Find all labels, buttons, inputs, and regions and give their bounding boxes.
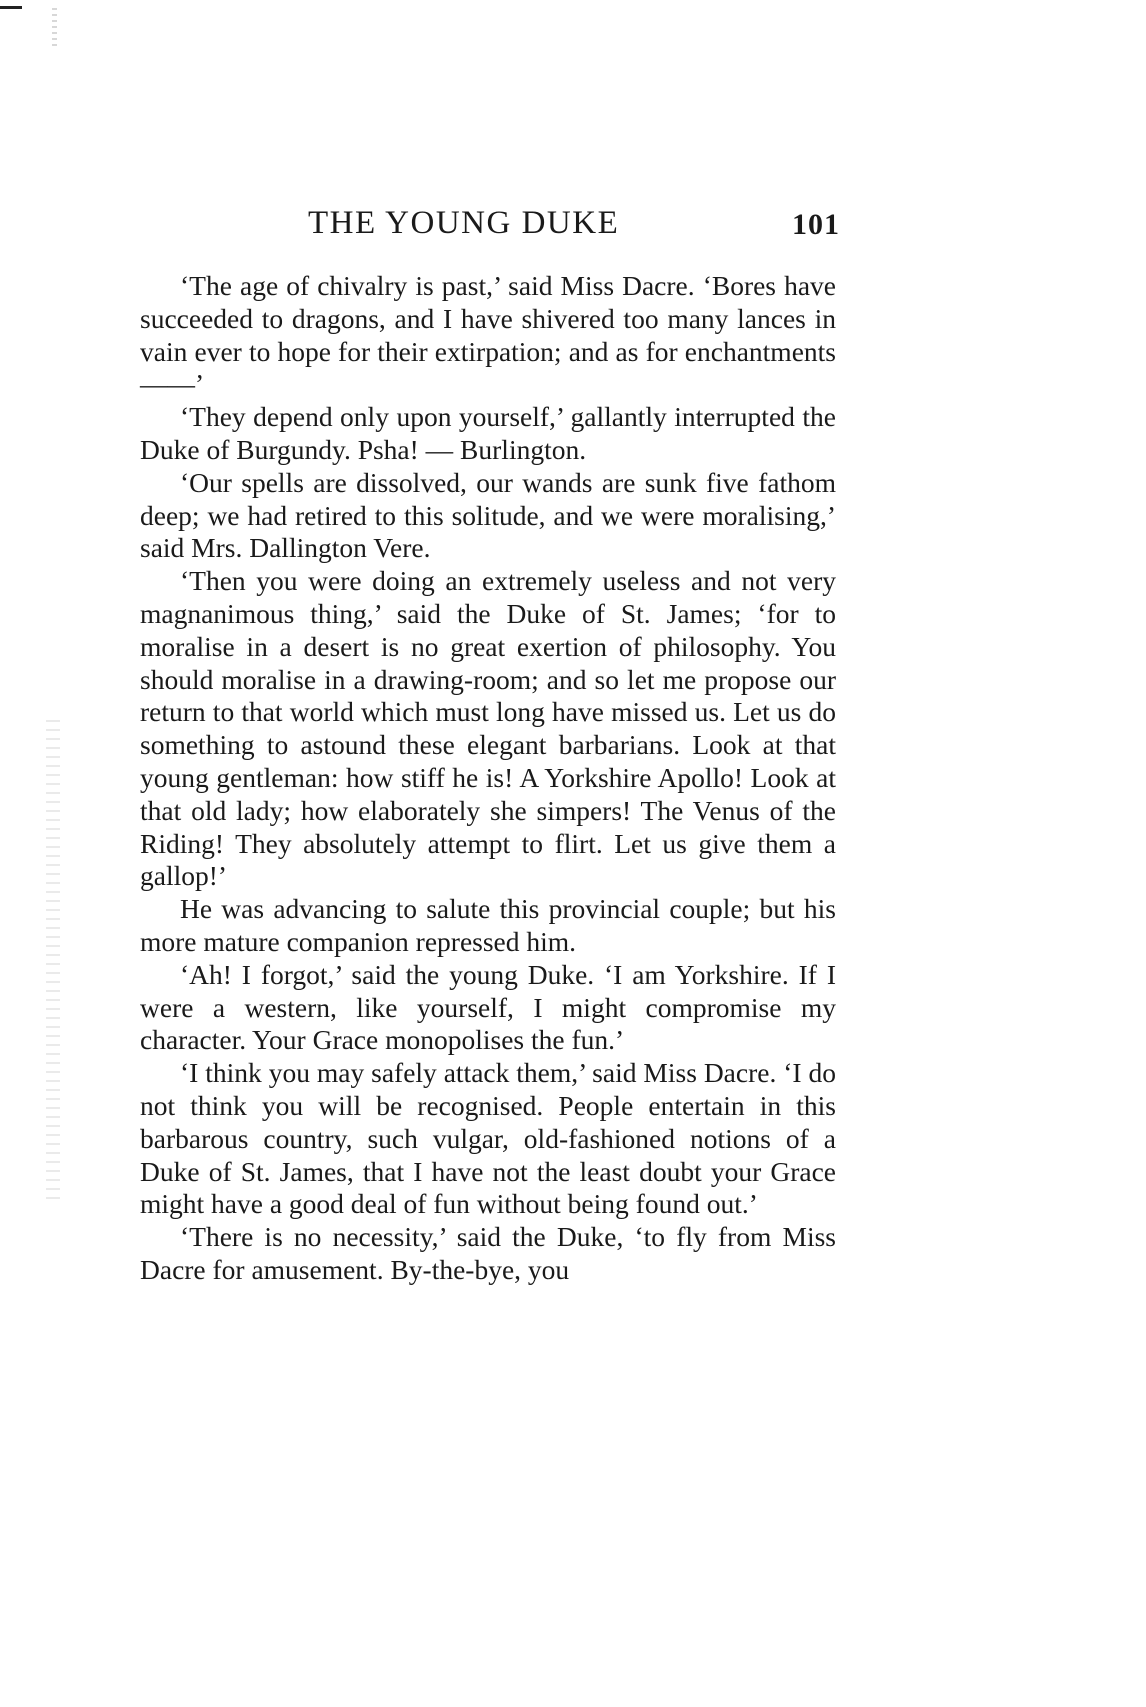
body-text bbox=[140, 270, 836, 1287]
paragraph: ‘I think you may safely attack them,’ said Miss Dacre. ‘I do not think you will be recognised. People entertain in this barbarous country, such vulgar, old-fashioned notions of a Duke of St. James, that I have not the least doubt your Grace might have a good deal of fun without being found out.’ bbox=[140, 1057, 836, 1220]
binding-shadow bbox=[46, 720, 60, 1200]
page-number: 101 bbox=[792, 208, 840, 241]
paragraph: ‘There is no necessity,’ said the Duke, ‘to fly from Miss Dacre for amusement. By-the-bye, you bbox=[140, 1221, 836, 1285]
paragraph: ‘Then you were doing an extremely useless and not very magnanimous thing,’ said the Duke of St. James; ‘for to moralise in a desert is no great exertion of philosophy. You should moralise in a drawing-room; and so let me propose our return to that world which must long have missed us. Let us do something to astound these elegant barbarians. Look at that young gentleman: how stiff he is! A Yorkshire Apollo! Look at that old lady; how elaborately she simpers! The Venus of the Riding! They absolutely attempt to flirt. Let us give them a gallop!’ bbox=[140, 565, 836, 892]
running-header bbox=[140, 203, 840, 249]
page-speckle bbox=[52, 8, 57, 48]
paragraph: ‘Ah! I forgot,’ said the young Duke. ‘I am Yorkshire. If I were a western, like yourself, I might compromise my character. Your Grace monopolises the fun.’ bbox=[140, 958, 836, 1056]
running-title: THE YOUNG DUKE bbox=[308, 205, 620, 241]
paragraph: ‘The age of chivalry is past,’ said Miss Dacre. ‘Bores have succeeded to dragons, and I have shivered too many lances in vain ever to hope for their extirpation; and as for enchantments ——’ bbox=[140, 270, 836, 400]
paragraph: ‘Our spells are dissolved, our wands are sunk five fathom deep; we had retired to this solitude, and we were moralising,’ said Mrs. Dallington Vere. bbox=[140, 466, 836, 564]
paragraph: He was advancing to salute this provincial couple; but his more mature companion repressed him. bbox=[140, 893, 836, 957]
paragraph: ‘They depend only upon yourself,’ gallantly interrupted the Duke of Burgundy. Psha! — Burlington. bbox=[140, 401, 836, 465]
corner-mark bbox=[0, 6, 22, 9]
